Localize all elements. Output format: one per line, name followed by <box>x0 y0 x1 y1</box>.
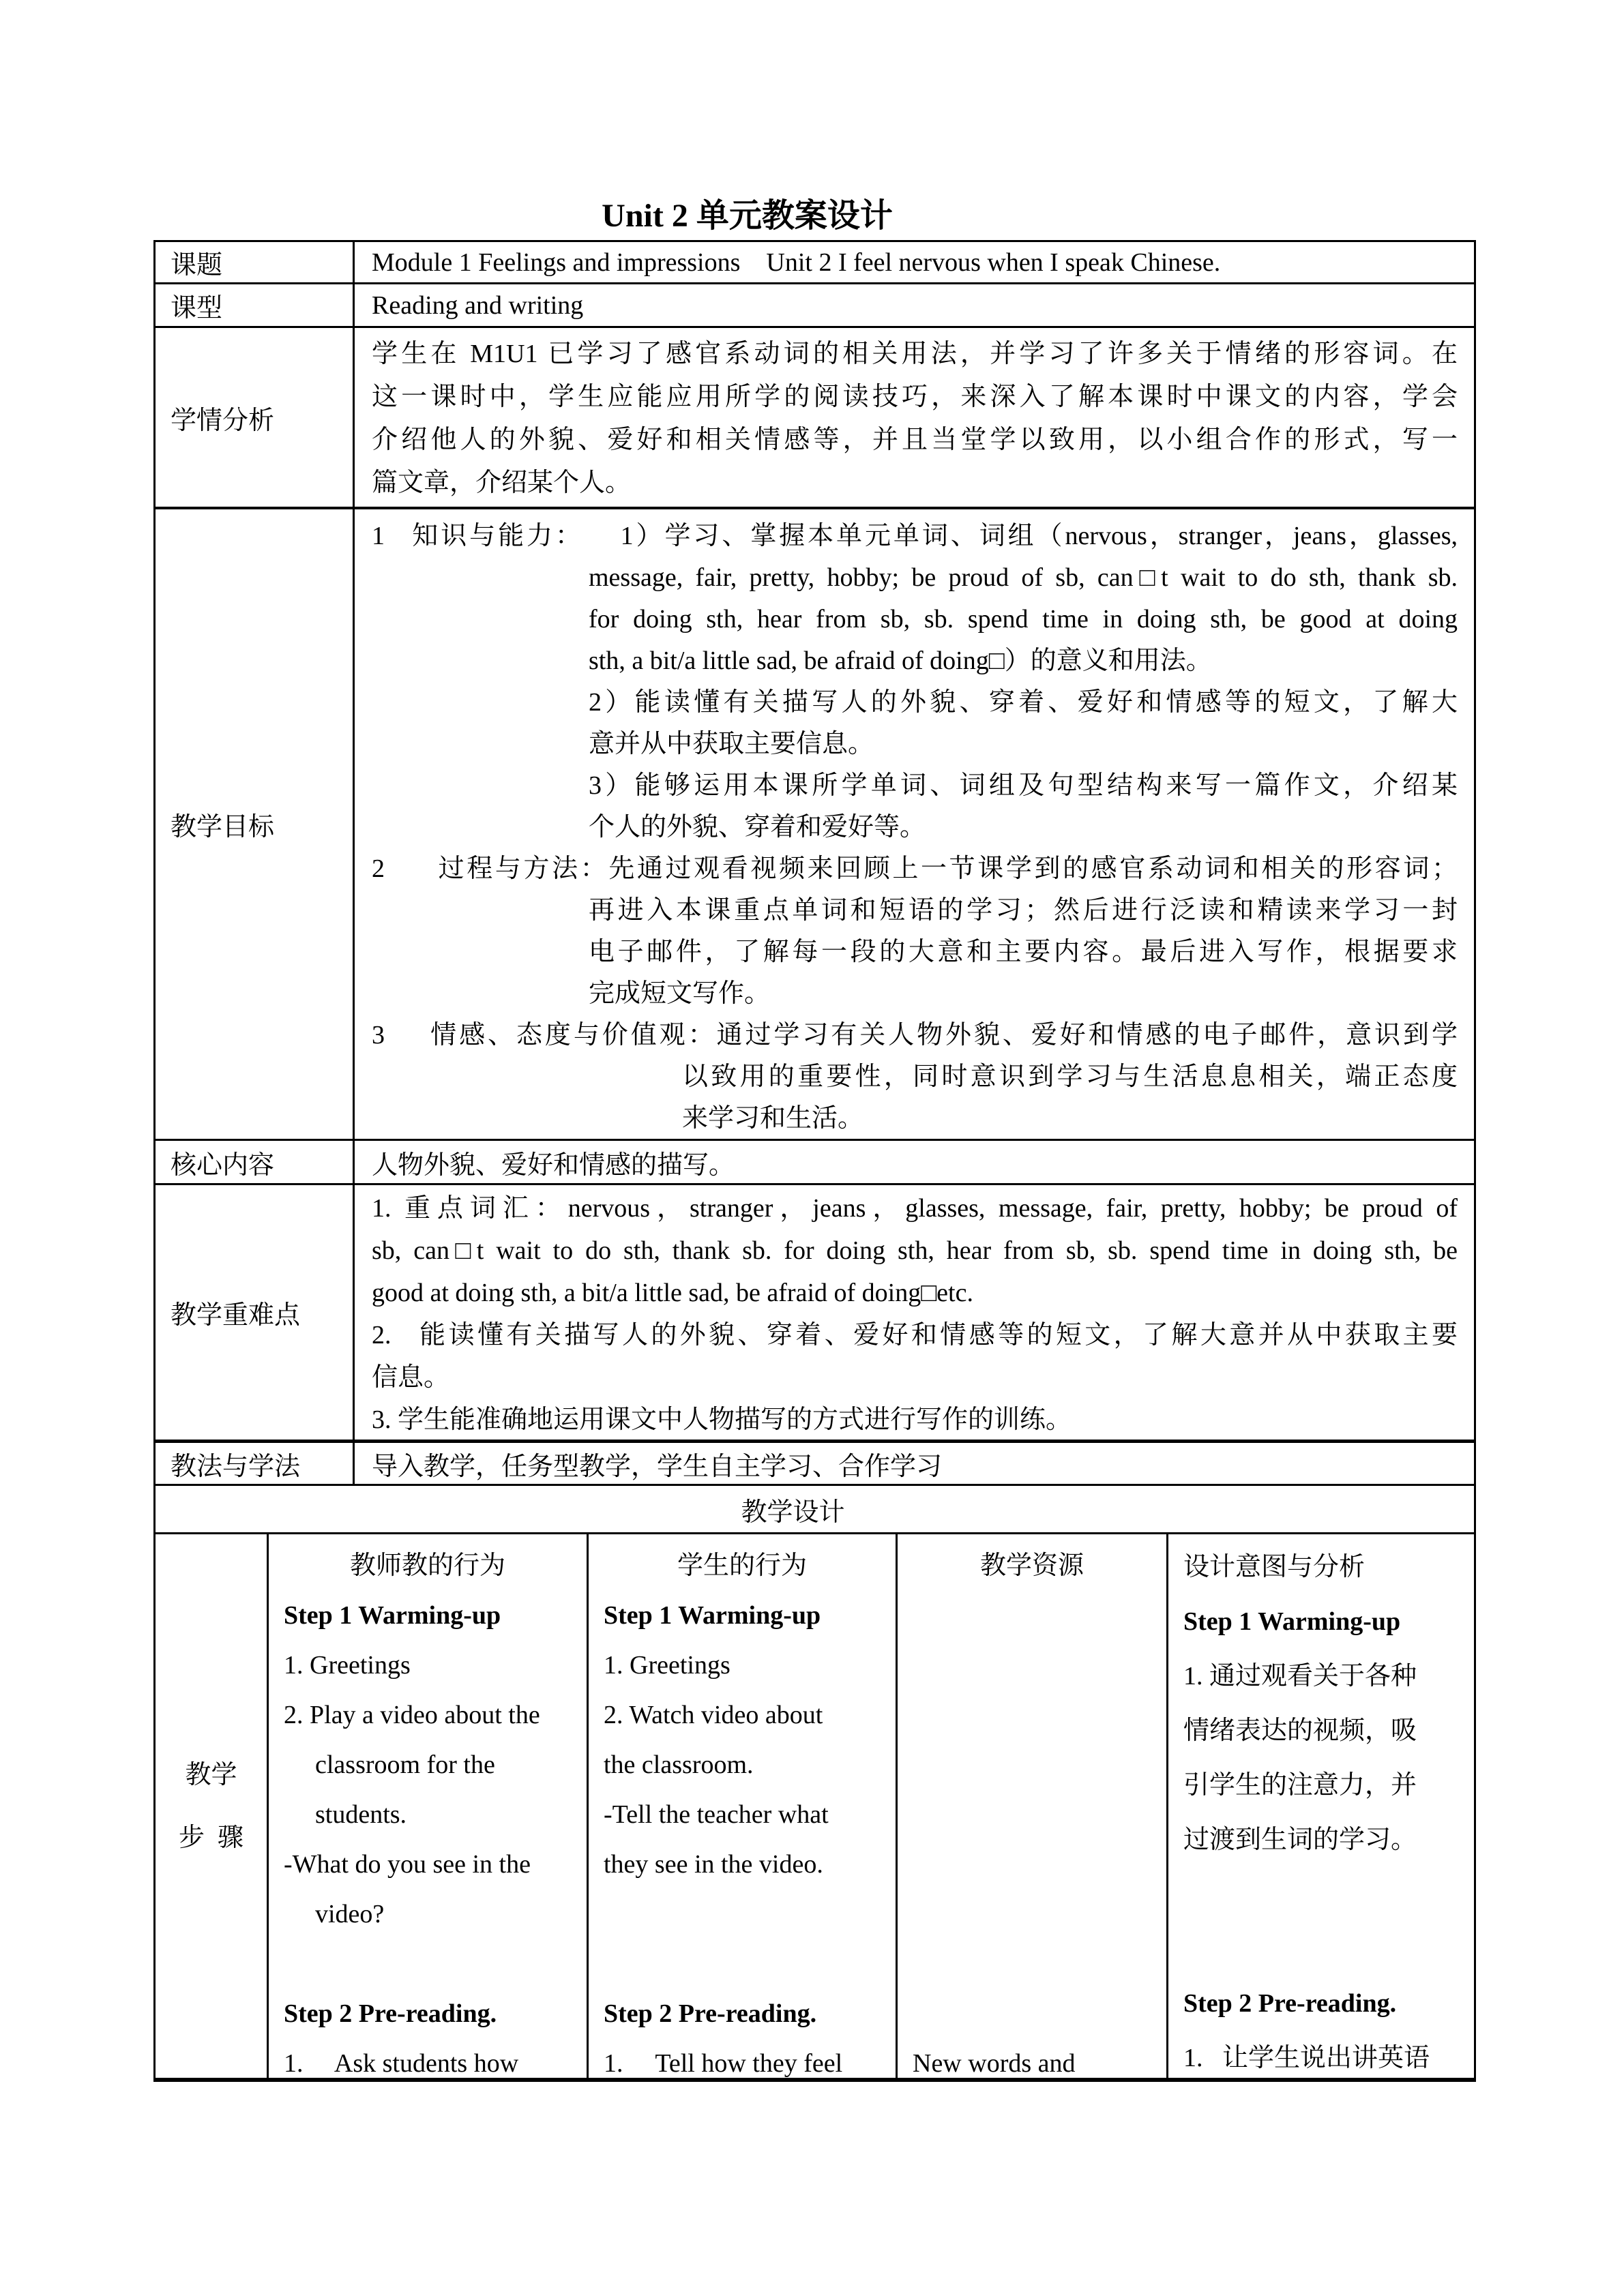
column-student-actions <box>589 1534 898 2078</box>
text-line: -Tell the teacher what <box>604 1800 829 1829</box>
table-row-teaching-methods <box>156 1443 1474 1486</box>
text-line: 教学资源 <box>979 1551 1084 1580</box>
text-line: 信息。 <box>372 1363 450 1392</box>
text-line: 3）能够运用本课所学单词、词组及句型结构来写一篇作文，介绍某 <box>589 771 1458 800</box>
text-line: the classroom. <box>604 1750 754 1779</box>
steps-row-label-line2: 步 骤 <box>178 1823 243 1852</box>
text-line <box>913 1591 1161 1641</box>
text-line: good at doing sth, a bit/a little sad, be afraid of doing□etc. <box>372 1279 973 1307</box>
text-line: 1. Ask students how <box>284 2049 519 2078</box>
text-line: classroom for the <box>315 1750 495 1779</box>
text-line: -What do you see in the <box>284 1850 531 1879</box>
text-line <box>913 1740 1161 1790</box>
text-line <box>913 1790 1161 1840</box>
row-label-learner-analysis: 学情分析 <box>156 328 355 507</box>
text-line: Step 2 Pre-reading. <box>284 1999 497 2028</box>
text-line <box>913 1939 1161 1989</box>
text-line: 过渡到生词的学习。 <box>1183 1825 1417 1854</box>
text-line: 2. Play a video about the <box>284 1701 540 1729</box>
text-line: students. <box>315 1800 407 1829</box>
row-content-teaching-methods: 导入教学，任务型教学，学生自主学习、合作学习 <box>372 1452 943 1481</box>
lesson-info-table <box>153 240 1476 1534</box>
text-line: 1. Greetings <box>284 1651 411 1680</box>
text-line: 2. 能读懂有关描写人的外貌、穿着、爱好和情感等的短文，了解大意并从中获取主要 <box>372 1321 1458 1350</box>
row-content-learner-analysis <box>355 328 1474 507</box>
text-line: sb, can□t wait to do sth, thank sb. for doing sth, hear from sb, sb. spend time in doing sth, be <box>372 1236 1458 1265</box>
text-line: Step 1 Warming-up <box>284 1601 501 1630</box>
text-line: video? <box>315 1900 385 1928</box>
teaching-design-header: 教学设计 <box>741 1497 845 1527</box>
text-line <box>913 1989 1161 2039</box>
text-line: 2 过程与方法：先通过观看视频来回顾上一节课学到的感官系动词和相关的形容词； <box>372 854 1458 883</box>
text-line: 再进入本课重点单词和短语的学习；然后进行泛读和精读来学习一封 <box>589 896 1458 925</box>
text-line: they see in the video. <box>604 1850 823 1879</box>
row-content-lesson-type: Reading and writing <box>372 290 584 320</box>
table-row-teaching-objectives <box>156 509 1474 1141</box>
text-line: 篇文章，介绍某个人。 <box>372 468 632 497</box>
table-row-learner-analysis <box>156 328 1474 509</box>
table-row-teaching-design-header <box>156 1486 1474 1532</box>
text-line: 1 知识与能力： 1）学习、掌握本单元单词、词组（nervous，stranger，jeans，glasses, <box>372 522 1458 550</box>
document-title: Unit 2 单元教案设计 <box>602 198 893 234</box>
text-line: 1. Greetings <box>604 1651 730 1680</box>
text-line: 3. 学生能准确地运用课文中人物描写的方式进行写作的训练。 <box>372 1405 1072 1434</box>
text-line: 来学习和生活。 <box>682 1104 864 1133</box>
text-line: 完成短文写作。 <box>589 979 771 1008</box>
column-teacher-actions <box>269 1534 589 2078</box>
text-line: message, fair, pretty, hobby; be proud of sb, can□t wait to do sth, thank sb. <box>589 563 1458 592</box>
text-line: 2. Watch video about <box>604 1701 823 1729</box>
text-line <box>604 1939 890 1989</box>
text-line <box>284 1939 581 1989</box>
text-line: 3 情感、态度与价值观：通过学习有关人物外貌、爱好和情感的电子邮件，意识到学 <box>372 1021 1458 1049</box>
text-line: Step 2 Pre-reading. <box>604 1999 817 2028</box>
lesson-plan <box>153 240 1476 2082</box>
column-design-intent <box>1168 1534 1474 2078</box>
table-row-topic <box>156 242 1474 284</box>
steps-row-label <box>156 1534 269 2078</box>
row-content-key-difficult-points <box>355 1185 1474 1440</box>
text-line: Step 2 Pre-reading. <box>1183 1989 1397 2018</box>
row-label-teaching-objectives: 教学目标 <box>156 509 355 1139</box>
row-label-lesson-type: 课型 <box>156 284 355 326</box>
text-line: for doing sth, hear from sb, sb. spend time in doing sth, be good at doing <box>589 605 1458 633</box>
row-content-topic: Module 1 Feelings and impressions Unit 2 I feel nervous when I speak Chinese. <box>372 248 1221 277</box>
row-label-key-difficult-points: 教学重难点 <box>156 1185 355 1440</box>
text-line: Step 1 Warming-up <box>1183 1607 1401 1636</box>
row-content-teaching-objectives <box>355 509 1474 1139</box>
text-line: 这一课时中，学生应能应用所学的阅读技巧，来深入了解本课时中课文的内容，学会 <box>372 383 1458 411</box>
text-line: 情绪表达的视频，吸 <box>1183 1716 1417 1745</box>
text-line: 学生的行为 <box>677 1551 807 1580</box>
text-line: 1. 让学生说出讲英语 <box>1183 2044 1430 2072</box>
row-label-core-content: 核心内容 <box>156 1141 355 1183</box>
text-line: 电子邮件，了解每一段的大意和主要内容。最后进入写作，根据要求 <box>589 938 1458 966</box>
text-line <box>913 1641 1161 1690</box>
column-teaching-resources <box>898 1534 1168 2078</box>
text-line: 以致用的重要性，同时意识到学习与生活息息相关，端正态度 <box>682 1062 1458 1091</box>
text-line: 1. 通过观看关于各种 <box>1183 1662 1417 1690</box>
row-label-teaching-methods: 教法与学法 <box>156 1443 355 1484</box>
steps-row-label-line1: 教学 <box>185 1760 237 1789</box>
text-line <box>913 1840 1161 1890</box>
text-line: 教师教的行为 <box>349 1551 505 1580</box>
row-content-core-content: 人物外貌、爱好和情感的描写。 <box>372 1150 735 1180</box>
text-line <box>913 1890 1161 1939</box>
text-line <box>1183 1922 1468 1976</box>
text-line: 1. 重点词汇：nervous，stranger，jeans，glasses, message, fair, pretty, hobby; be proud of <box>372 1194 1458 1223</box>
text-line: 设计意图与分析 <box>1183 1553 1365 1581</box>
text-line: Step 1 Warming-up <box>604 1601 821 1630</box>
text-line: 介绍他人的外貌、爱好和相关情感等，并且当堂学以致用，以小组合作的形式，写一 <box>372 426 1458 454</box>
table-row-lesson-type <box>156 284 1474 328</box>
text-line <box>913 1690 1161 1740</box>
table-row-core-content <box>156 1141 1474 1185</box>
text-line <box>604 1890 890 1939</box>
text-line: 引学生的注意力，并 <box>1183 1771 1417 1800</box>
text-line: 学生在 M1U1 已学习了感官系动词的相关用法，并学习了许多关于情绪的形容词。在 <box>372 340 1458 368</box>
text-line <box>1183 1867 1468 1922</box>
text-line: 意并从中获取主要信息。 <box>589 730 874 758</box>
teaching-steps-table <box>153 1534 1476 2082</box>
text-line: New words and <box>913 2049 1076 2078</box>
text-line: 个人的外貌、穿着和爱好等。 <box>589 813 926 841</box>
text-line: 2）能读懂有关描写人的外貌、穿着、爱好和情感等的短文，了解大 <box>589 688 1458 717</box>
row-label-topic: 课题 <box>156 242 355 282</box>
table-row-key-difficult-points <box>156 1185 1474 1443</box>
text-line: 1. Tell how they feel <box>604 2049 843 2078</box>
text-line: sth, a bit/a little sad, be afraid of doing□）的意义和用法。 <box>589 646 1212 675</box>
